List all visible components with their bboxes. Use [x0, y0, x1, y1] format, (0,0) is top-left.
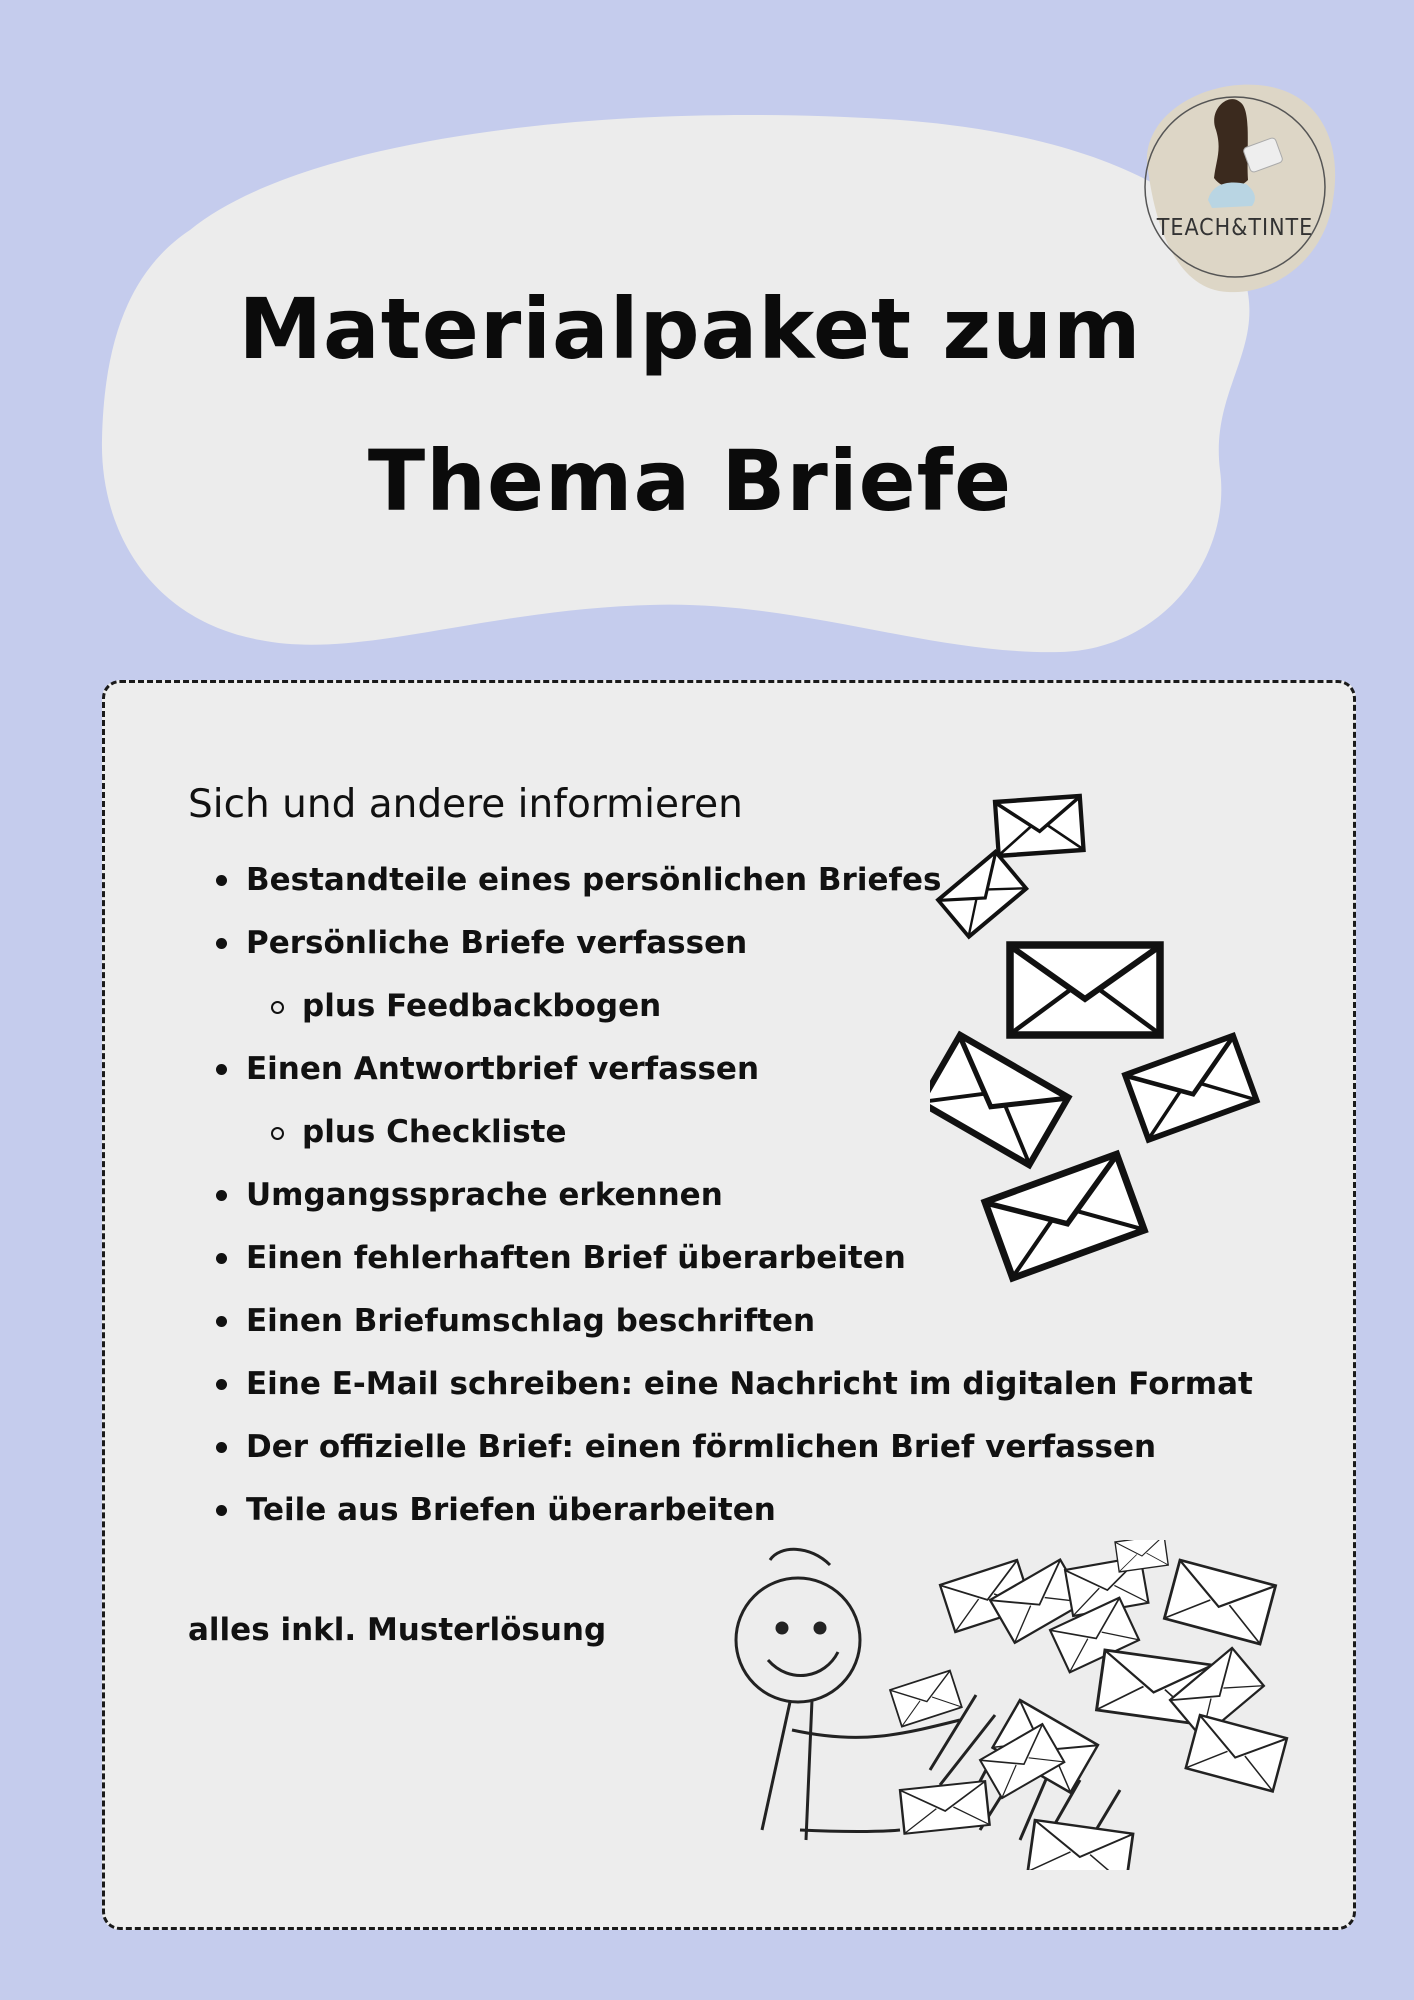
footer-note: alles inkl. Musterlösung: [188, 1612, 607, 1648]
envelope-cluster-illustration: [930, 790, 1270, 1290]
envelope-icon: [985, 1154, 1144, 1278]
envelope-icon: [1125, 1036, 1257, 1140]
envelope-icon: [1115, 1540, 1168, 1572]
envelope-icon: [1028, 1820, 1133, 1870]
list-item: Bestandteile eines persönlichen Briefes: [188, 855, 1253, 918]
sub-list-item: plus Feedbackbogen: [188, 981, 1253, 1044]
sub-list-item: plus Checkliste: [188, 1107, 1253, 1170]
envelope-icon: [995, 796, 1084, 856]
list-item: Einen fehlerhaften Brief überarbeiten: [188, 1233, 1253, 1296]
list-item: Einen Briefumschlag beschriften: [188, 1296, 1253, 1359]
list-item: Einen Antwortbrief verfassen: [188, 1044, 1253, 1107]
list-item: Teile aus Briefen überarbeiten: [188, 1485, 1253, 1548]
envelope-icon: [890, 1671, 962, 1727]
list-item: Persönliche Briefe verfassen: [188, 918, 1253, 981]
logo: [1128, 80, 1342, 294]
list-item: Eine E-Mail schreiben: eine Nachricht im digitalen Format: [188, 1359, 1253, 1422]
logo-text: TEACH&TINTE: [1156, 215, 1314, 241]
page-title-line1: Materialpaket zum: [238, 280, 1142, 378]
envelope-icon: [1186, 1715, 1287, 1791]
list-item: Umgangssprache erkennen: [188, 1170, 1253, 1233]
stick-figure-illustration: [720, 1540, 1300, 1870]
logo-icon: [1128, 80, 1342, 294]
envelope-icon: [938, 852, 1026, 937]
envelope-icon: [900, 1781, 990, 1834]
envelope-icon: [1010, 945, 1160, 1035]
list-item: Der offizielle Brief: einen förmlichen Brief verfassen: [188, 1422, 1253, 1485]
page-title-line2: Thema Briefe: [367, 432, 1013, 530]
envelope-icon: [1164, 1560, 1275, 1644]
envelope-icon: [930, 1035, 1068, 1165]
section-title: Sich und andere informieren: [188, 782, 743, 827]
